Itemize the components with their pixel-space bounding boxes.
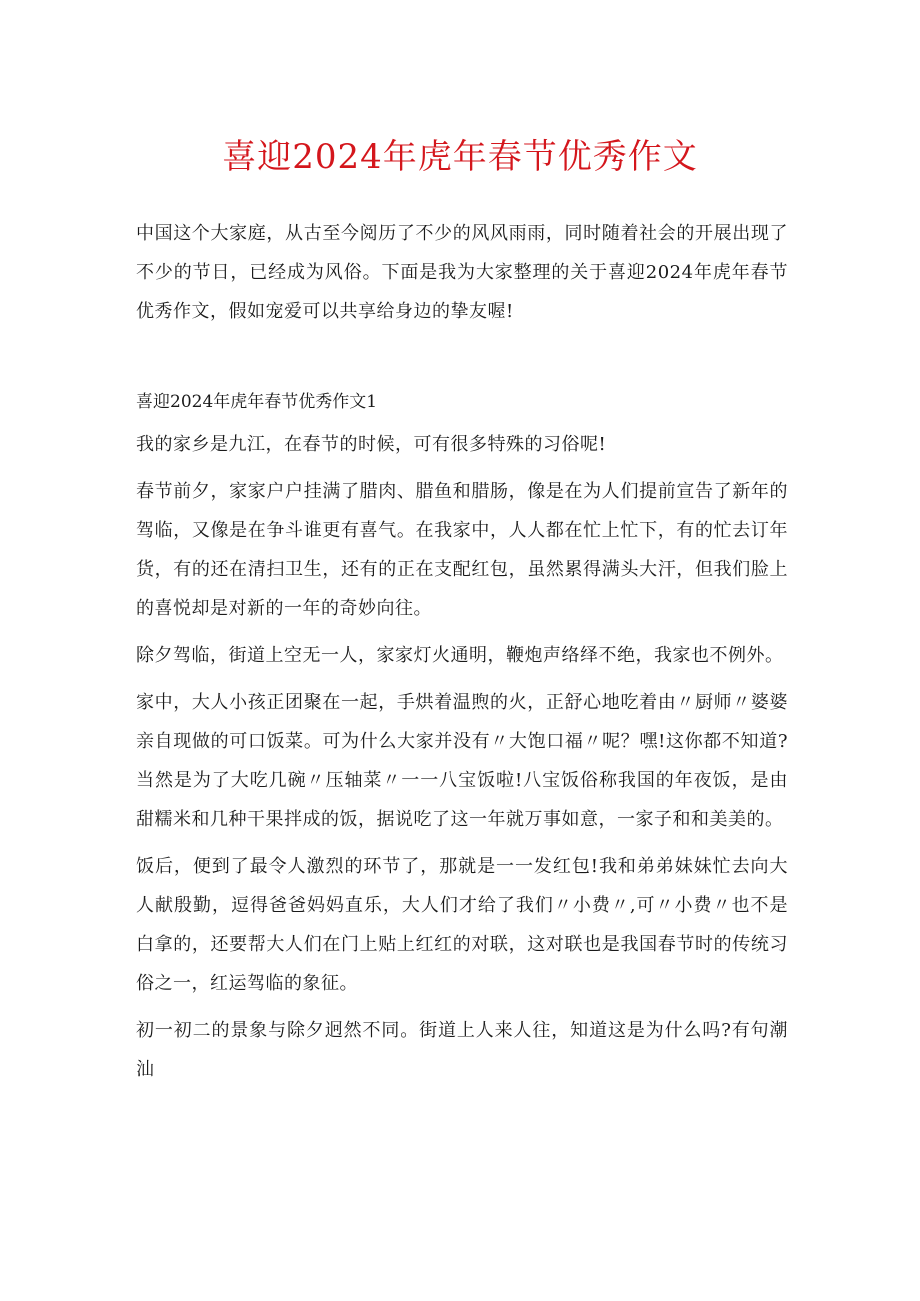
body-paragraph: 饭后，便到了最令人激烈的环节了，那就是一一发红包!我和弟弟妹妹忙去向大人献殷勤，逗得爸爸妈妈直乐，大人们才给了我们〃小费〃,可〃小费〃也不是白拿的，还要帮大人们在门上贴上红红的对联，这对联也是我国春节时的传统习俗之一，红运驾临的象征。 (136, 856, 788, 994)
document-body (136, 214, 788, 1097)
body-paragraph: 除夕驾临，街道上空无一人，家家灯火通明，鞭炮声络绎不绝，我家也不例外。 (136, 645, 784, 666)
intro-paragraph: 中国这个大家庭，从古至今阅历了不少的风风雨雨，同时随着社会的开展出现了不少的节日，已经成为风俗。下面是我为大家整理的关于喜迎2024年虎年春节优秀作文，假如宠爱可以共享给身边的挚友喔! (136, 223, 788, 322)
body-paragraph: 春节前夕，家家户户挂满了腊肉、腊鱼和腊肠，像是在为人们提前宣告了新年的驾临，又像是在争斗谁更有喜气。在我家中，人人都在忙上忙下，有的忙去订年货，有的还在清扫卫生，还有的正在支配红包，虽然累得满头大汗，但我们脸上的喜悦却是对新的一年的奇妙向往。 (136, 481, 788, 619)
document-title: 喜迎2024年虎年春节优秀作文 (222, 137, 698, 177)
body-paragraph: 初一初二的景象与除夕迥然不同。街道上人来人往，知道这是为什么吗?有句潮汕 (136, 1020, 788, 1080)
body-paragraph: 家中，大人小孩正团聚在一起，手烘着温煦的火，正舒心地吃着由〃厨师〃婆婆亲自现做的可口饭菜。可为什么大家并没有〃大饱口福〃呢？嘿!这你都不知道?当然是为了大吃几碗〃压轴菜〃一一八宝饭啦!八宝饭俗称我国的年夜饭，是由甜糯米和几种干果拌成的饭，据说吃了这一年就万事如意，一家子和和美美的。 (136, 692, 788, 830)
body-paragraph: 我的家乡是九江，在春节的时候，可有很多特殊的习俗呢! (136, 434, 607, 455)
section-heading: 喜迎2024年虎年春节优秀作文1 (136, 392, 378, 412)
